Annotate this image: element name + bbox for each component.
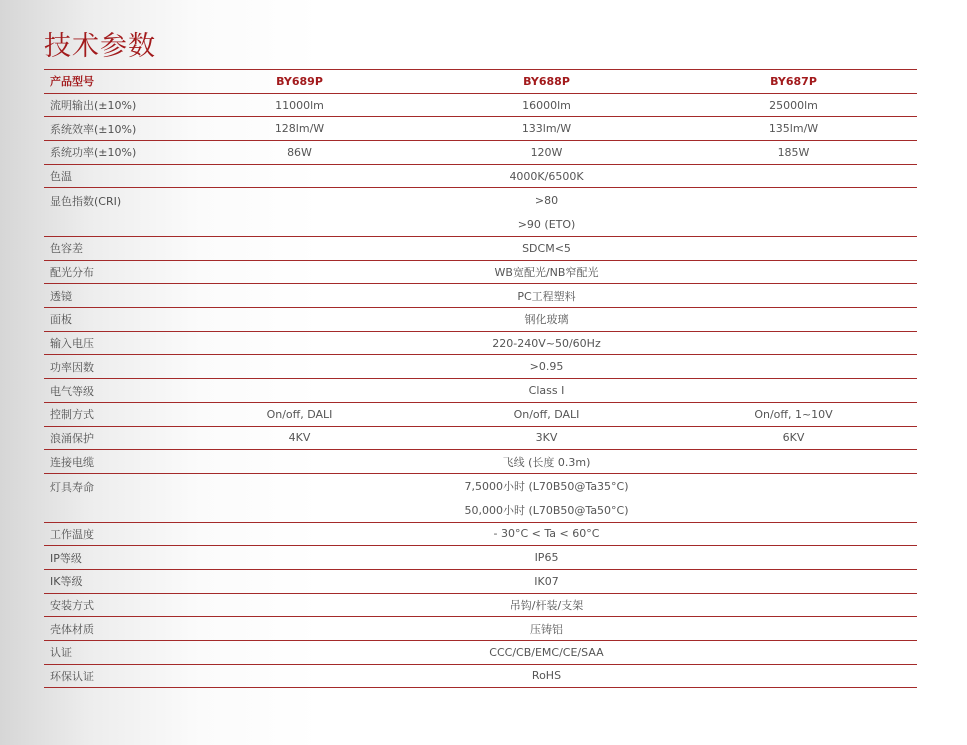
row-label: 透镜 — [50, 289, 72, 303]
table-header-row — [44, 70, 917, 94]
table-row — [44, 188, 917, 237]
row-value: On/off, DALI — [513, 407, 580, 421]
header-model: BY688P — [523, 74, 570, 88]
row-value-span — [176, 284, 917, 307]
row-value: WB宽配光/NB窄配光 — [494, 266, 599, 280]
table-row — [44, 474, 917, 523]
row-value-span — [176, 617, 917, 640]
row-value: On/off, DALI — [266, 407, 333, 421]
row-value-span — [176, 450, 917, 473]
table-row — [44, 641, 917, 665]
row-value: >90 (ETO) — [517, 217, 576, 231]
table-row — [44, 450, 917, 474]
row-label: 色温 — [50, 170, 72, 184]
row-label: 安装方式 — [50, 598, 94, 612]
row-value: >0.95 — [529, 360, 564, 374]
row-value: 3KV — [535, 431, 558, 445]
spec-table — [44, 69, 917, 688]
row-value-span — [176, 474, 917, 522]
table-row — [44, 403, 917, 427]
row-label: 系统效率(±10%) — [50, 122, 137, 136]
row-value-span — [176, 641, 917, 664]
row-value: IK07 — [534, 574, 559, 588]
row-value: 86W — [287, 145, 312, 159]
row-label: 灯具寿命 — [50, 480, 94, 494]
table-row — [44, 94, 917, 118]
row-value: 133lm/W — [521, 122, 572, 136]
table-row — [44, 165, 917, 189]
row-label: IK等级 — [50, 575, 83, 589]
row-value: 7,5000小时 (L70B50@Ta35°C) — [464, 479, 629, 493]
row-value-span — [176, 165, 917, 188]
row-value: PC工程塑料 — [517, 289, 576, 303]
row-value: 185W — [777, 145, 810, 159]
row-value-span — [176, 546, 917, 569]
row-label: 工作温度 — [50, 527, 94, 541]
row-value-span — [176, 237, 917, 260]
row-value: 飞线 (长度 0.3m) — [502, 455, 591, 469]
row-value-span — [176, 523, 917, 546]
row-value-span — [176, 570, 917, 593]
row-value-span — [176, 188, 917, 236]
table-row — [44, 308, 917, 332]
table-row — [44, 617, 917, 641]
row-value: - 30°C < Ta < 60°C — [493, 527, 600, 541]
row-value: 11000lm — [275, 98, 324, 112]
row-value: 4000K/6500K — [509, 169, 584, 183]
row-value: 220-240V~50/60Hz — [492, 336, 601, 350]
row-value: >80 — [534, 193, 559, 207]
header-model: BY687P — [770, 74, 817, 88]
header-label: 产品型号 — [50, 75, 94, 89]
table-row — [44, 237, 917, 261]
table-row — [44, 355, 917, 379]
table-row — [44, 523, 917, 547]
row-value: CCC/CB/EMC/CE/SAA — [489, 645, 604, 659]
row-label: 功率因数 — [50, 360, 94, 374]
row-label: 配光分布 — [50, 266, 94, 280]
row-value: 128lm/W — [274, 122, 325, 136]
row-value: 钢化玻璃 — [524, 313, 569, 327]
table-row — [44, 284, 917, 308]
row-value-span — [176, 594, 917, 617]
table-row — [44, 261, 917, 285]
row-label: 流明输出(±10%) — [50, 99, 137, 113]
row-value-span — [176, 261, 917, 284]
table-row — [44, 117, 917, 141]
table-row — [44, 570, 917, 594]
row-value: 吊钩/杆装/支架 — [509, 598, 584, 612]
table-row — [44, 332, 917, 356]
row-value: RoHS — [531, 669, 562, 683]
page-title: 技术参数 — [44, 31, 156, 62]
row-value-span — [176, 355, 917, 378]
row-value-span — [176, 332, 917, 355]
row-value: 50,000小时 (L70B50@Ta50°C) — [464, 503, 629, 517]
row-label: 认证 — [50, 646, 72, 660]
row-label: 环保认证 — [50, 669, 94, 683]
row-value: 120W — [530, 145, 563, 159]
row-label: 显色指数(CRI) — [50, 195, 122, 209]
row-value: SDCM<5 — [522, 241, 571, 255]
row-value: 4KV — [288, 431, 311, 445]
row-label: 电气等级 — [50, 384, 94, 398]
table-row — [44, 665, 917, 689]
row-value: 25000lm — [769, 98, 818, 112]
table-row — [44, 546, 917, 570]
row-value-span — [176, 308, 917, 331]
row-label: 控制方式 — [50, 408, 94, 422]
row-value-span — [176, 665, 917, 688]
row-value: 压铸铝 — [530, 622, 563, 636]
row-label: 面板 — [50, 313, 72, 327]
table-row — [44, 141, 917, 165]
table-row — [44, 379, 917, 403]
row-value: On/off, 1~10V — [754, 407, 833, 421]
row-label: 浪涌保护 — [50, 431, 94, 445]
table-row — [44, 594, 917, 618]
row-label: IP等级 — [50, 551, 82, 565]
header-model: BY689P — [276, 74, 323, 88]
table-row — [44, 427, 917, 451]
row-label: 系统功率(±10%) — [50, 146, 137, 160]
row-value: 135lm/W — [768, 122, 819, 136]
row-label: 连接电缆 — [50, 455, 94, 469]
row-value: 16000lm — [522, 98, 571, 112]
row-label: 色容差 — [50, 242, 83, 256]
row-value: Class I — [528, 384, 565, 397]
row-label: 输入电压 — [50, 337, 94, 351]
row-label: 壳体材质 — [50, 622, 94, 636]
row-value: 6KV — [782, 431, 805, 445]
row-value-span — [176, 379, 917, 402]
row-value: IP65 — [534, 551, 559, 565]
